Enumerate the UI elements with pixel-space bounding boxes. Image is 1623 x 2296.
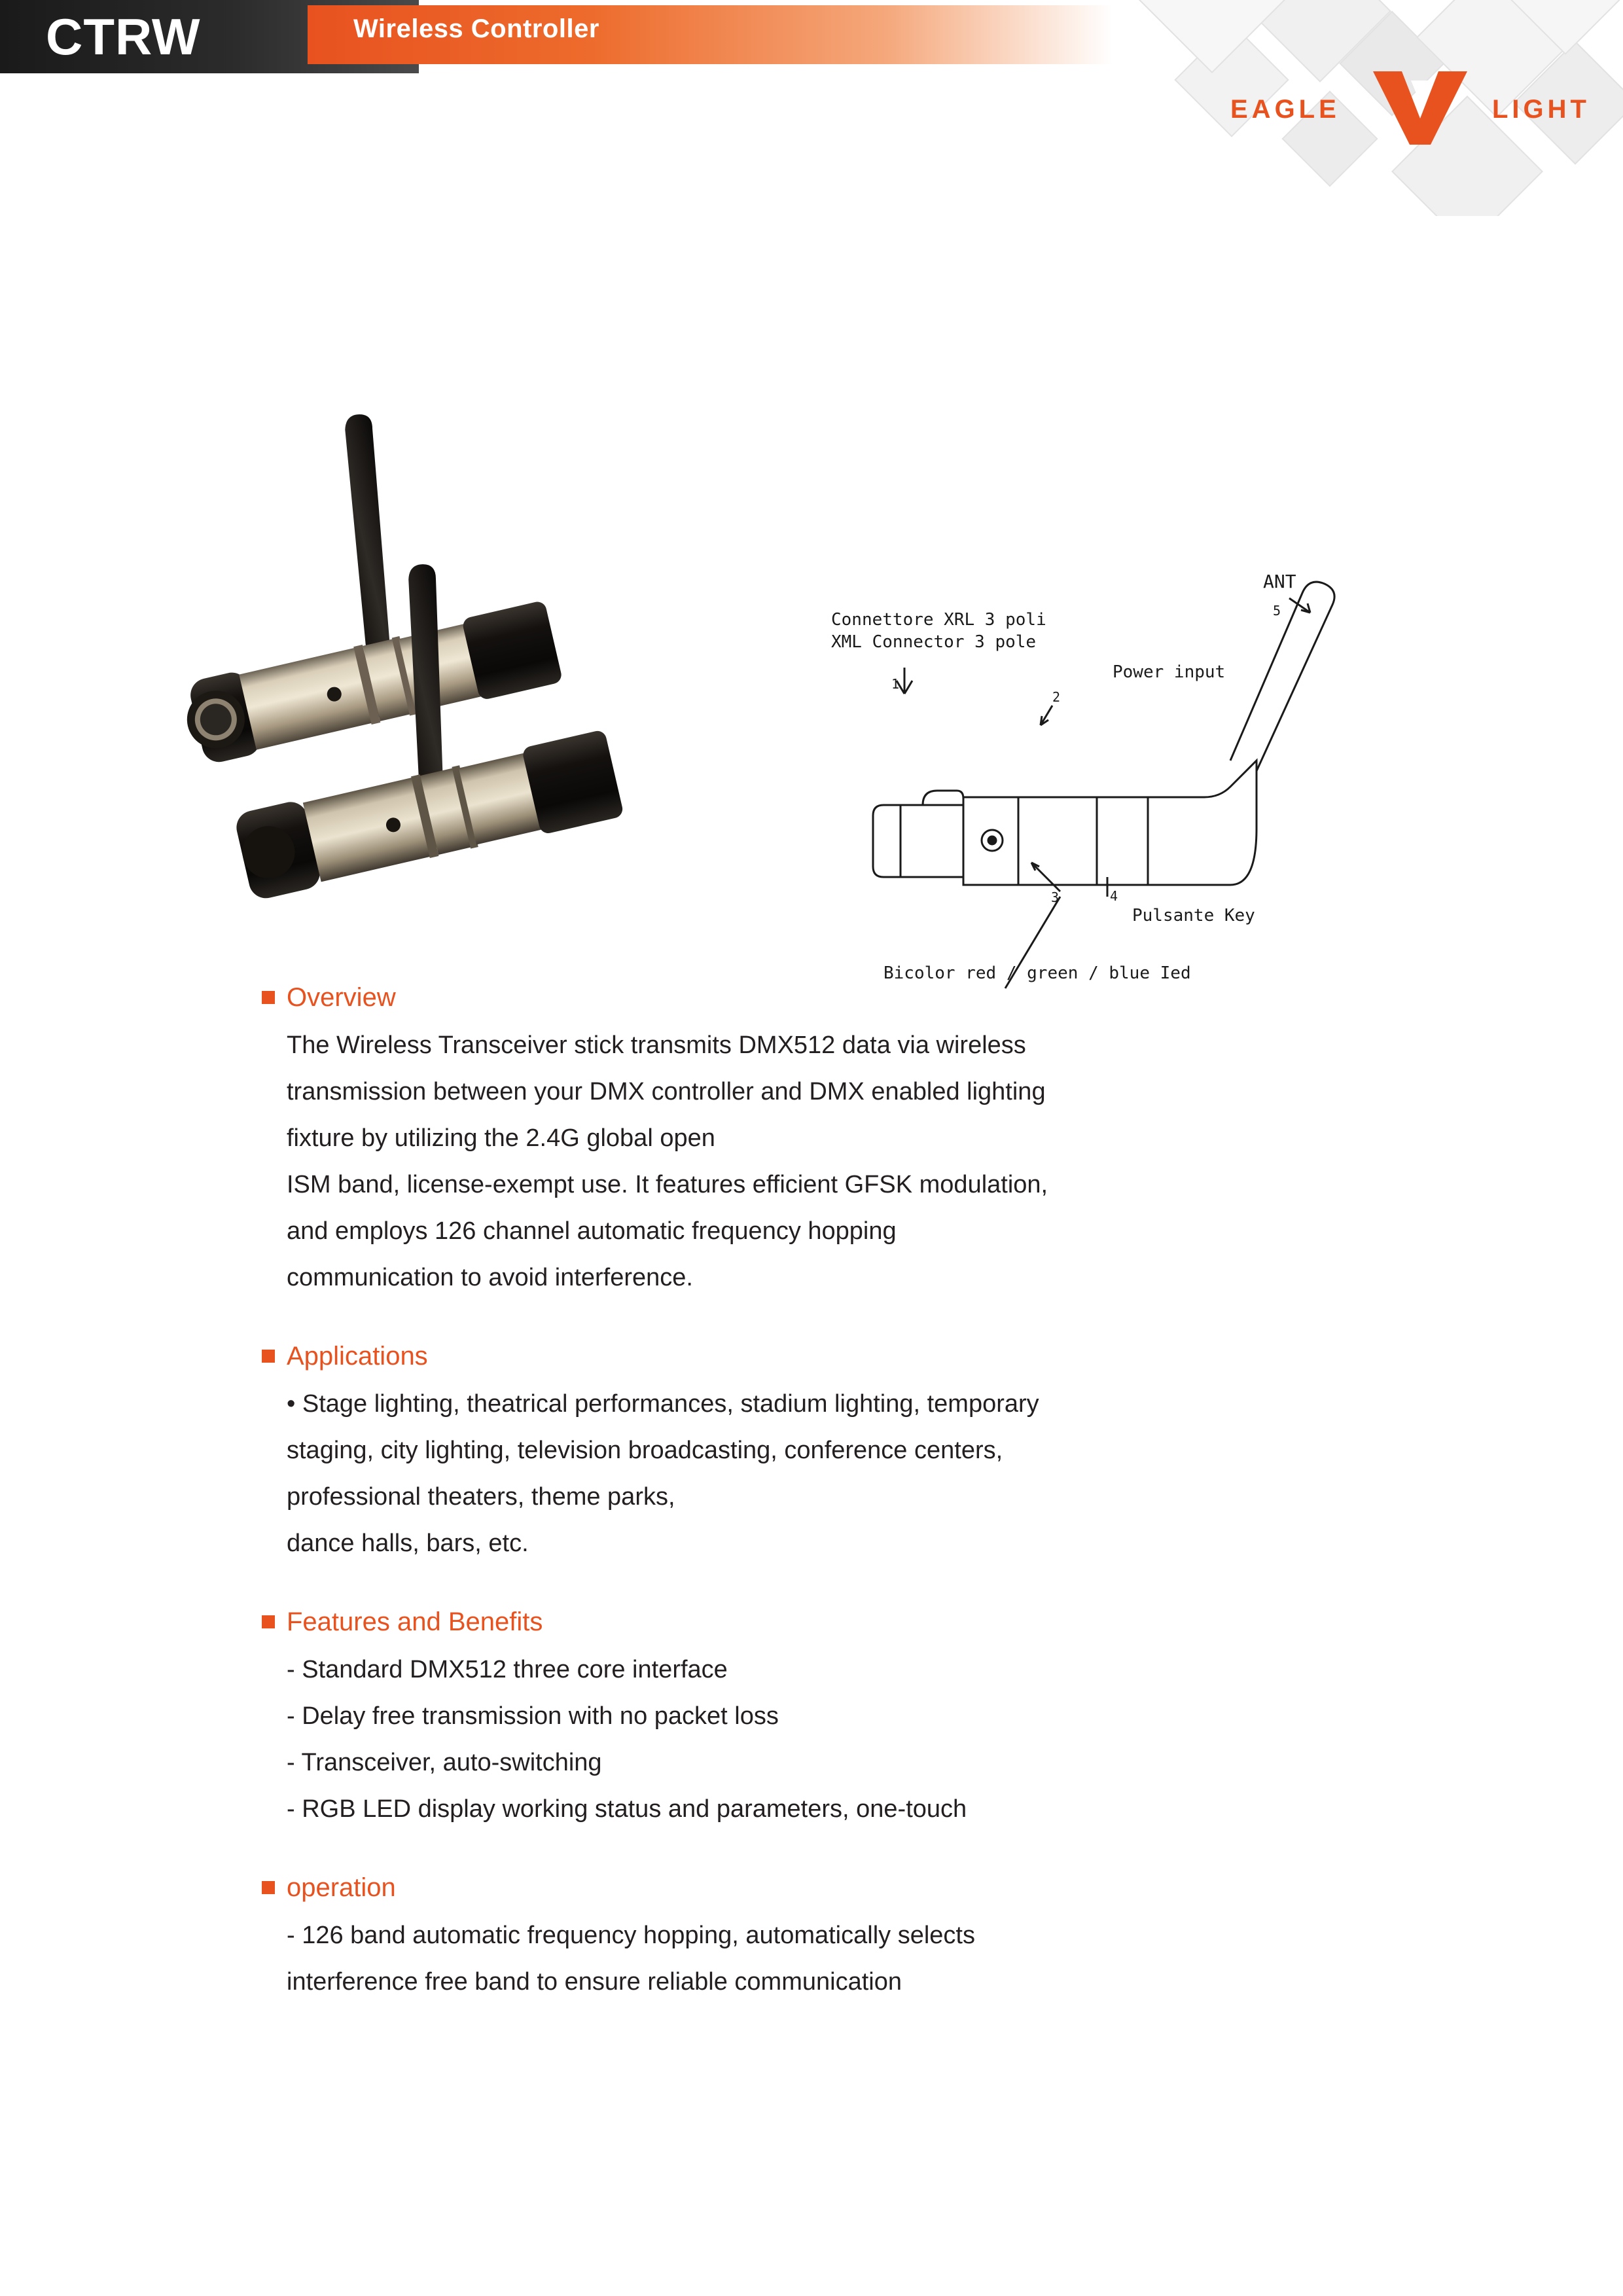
brand-logo (1217, 69, 1610, 154)
text-line: - RGB LED display working status and parameters, one-touch (287, 1795, 967, 1823)
product-subtitle: Wireless Controller (353, 14, 599, 43)
section-title: operation (287, 1873, 396, 1902)
text-line: ISM band, license-exempt use. It features efficient GFSK modulation, (287, 1171, 1048, 1198)
section-text (287, 1381, 1374, 1567)
square-bullet-icon (262, 1615, 275, 1628)
text-line: and employs 126 channel automatic frequency hopping (287, 1217, 897, 1245)
diagram-label-power-input: Power input (1113, 662, 1226, 682)
text-line: dance halls, bars, etc. (287, 1530, 529, 1557)
square-bullet-icon (262, 991, 275, 1004)
diagram-label-key: Pulsante Key (1132, 906, 1255, 925)
text-line: fixture by utilizing the 2.4G global open (287, 1124, 715, 1152)
diagram-callout-3: 3 (1051, 889, 1060, 905)
page-header (0, 0, 1623, 216)
section-operation (262, 1872, 1374, 2005)
diagram-label-ant: ANT (1263, 571, 1296, 592)
text-line: - 126 band automatic frequency hopping, automatically selects (287, 1922, 975, 1949)
product-photo (164, 386, 857, 1008)
section-title: Overview (287, 983, 396, 1012)
text-line: • Stage lighting, theatrical performances, stadium lighting, temporary (287, 1390, 1039, 1418)
text-line: interference free band to ensure reliable communication (287, 1968, 902, 1996)
logo-text-eagle: EAGLE (1230, 95, 1340, 124)
content-body (262, 982, 1374, 2045)
section-title: Applications (287, 1342, 428, 1371)
section-heading (262, 1340, 1374, 1372)
text-line: - Transceiver, auto-switching (287, 1749, 602, 1776)
text-line: The Wireless Transceiver stick transmits DMX512 data via wireless (287, 1031, 1026, 1059)
diagram-label-led: Bicolor red / green / blue Ied (883, 963, 1191, 983)
text-line: communication to avoid interference. (287, 1264, 693, 1291)
section-overview (262, 982, 1374, 1301)
section-text (287, 1022, 1374, 1301)
logo-mark-icon (1368, 69, 1472, 147)
section-heading (262, 1606, 1374, 1638)
text-line: transmission between your DMX controller and DMX enabled lighting (287, 1078, 1046, 1105)
diagram-callout-1: 1 (891, 676, 900, 692)
text-line: - Standard DMX512 three core interface (287, 1656, 728, 1683)
text-line: staging, city lighting, television broadcasting, conference centers, (287, 1437, 1003, 1464)
section-text (287, 1912, 1374, 2005)
section-heading (262, 1872, 1374, 1903)
diagram-callout-5: 5 (1273, 603, 1281, 619)
section-text (287, 1647, 1374, 1833)
section-heading (262, 982, 1374, 1013)
text-line: - Delay free transmission with no packet loss (287, 1702, 779, 1730)
logo-text-light: LIGHT (1492, 95, 1590, 124)
square-bullet-icon (262, 1881, 275, 1894)
diagram-callout-4: 4 (1110, 888, 1118, 904)
section-applications (262, 1340, 1374, 1567)
text-line: professional theaters, theme parks, (287, 1483, 675, 1511)
diagram-label-connector-en: XML Connector 3 pole (831, 632, 1037, 652)
diagram-label-connector-it: Connettore XRL 3 poli (831, 610, 1046, 630)
square-bullet-icon (262, 1350, 275, 1363)
diagram-callout-2: 2 (1052, 689, 1061, 705)
section-features-and-benefits (262, 1606, 1374, 1833)
section-title: Features and Benefits (287, 1607, 543, 1636)
product-code: CTRW (46, 8, 201, 65)
product-illustrations (0, 216, 1623, 983)
